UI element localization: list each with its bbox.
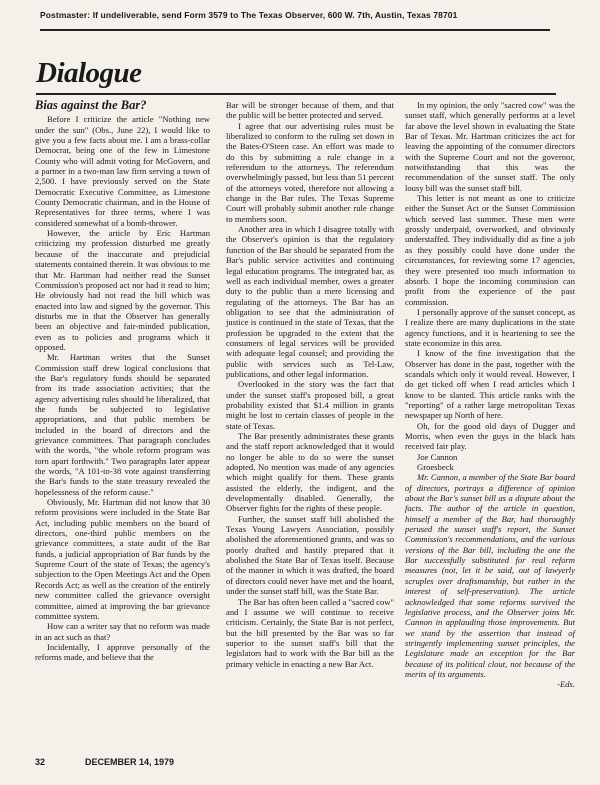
page-number: 32 xyxy=(35,757,46,767)
paragraph: In my opinion, the only "sacred cow" was the sunset staff, which generally performs at a level far above the level shown in evaluating the State Bar of Texas. Mr. Hartman criticizes the act for leaving the appointing of the consumer directors with the Supreme Court and not the governor, notwithstanding that this was the recommendation of the sunset staff. The only lousy bill was the sunset staff bill. xyxy=(405,100,575,193)
column-1 xyxy=(35,100,210,663)
letter-title: Bias against the Bar? xyxy=(35,98,147,112)
paragraph: Bar will be stronger because of them, and that the public will be better protected and served. xyxy=(226,100,394,121)
paragraph: The Bar presently administrates these grants and the staff report acknowledged that it would no longer be able to do so were the sunset adopted. No mention was made of any agencies which might qualify for them. These grants assisted the elderly, the indigent, and the developmentally disabled. Generally, the Observer fights for the rights of these people. xyxy=(226,431,394,514)
paragraph: Mr. Hartman writes that the Sunset Commission staff drew logical conclusions that the Bar's regulatory funds should be separated from its trade association activities; that the agency advertising rules should be liberalized, that the funds be subjected to legislative appropriations, and that public members be included in the board of directors and the grievance committees. That paragraph concludes with the words, "the whole reform program was torn apart forthwith." Two paragraphs later appear the words, "A 101-to-38 vote against transferring the Bar's funds to the state treasury revealed the hopelessness of the reform cause." xyxy=(35,352,210,497)
paragraph: Oh, for the good old days of Dugger and Morris, when even the guys in the black hats received fair play. xyxy=(405,420,575,452)
paragraph: I personally approve of the sunset concept, as I realize there are many duplications in the state agency functions, and it is heartening to see the state economize in this area. xyxy=(405,306,575,348)
postmaster-notice: Postmaster: If undeliverable, send Form 3579 to The Texas Observer, 600 W. 7th, Austin, Texas 78701 xyxy=(40,10,458,20)
paragraph: Obviously, Mr. Hartman did not know that 30 reform provisions were included in the State Bar Act, including public members on the board of directors, one-third public members on the grievance committees, a state audit of the Bar funds, a judicial appropriation of Bar funds by the Supreme Court of the state of Texas; the agency's subjection to the Open Meetings Act and the Open Records Act; as well as the creation of the entirely new committee called the grievance oversight committee, aimed at improving the bar grievance committee system. xyxy=(35,497,210,621)
editor-signature: -Eds. xyxy=(557,679,575,690)
paragraph: The Bar has often been called a "sacred cow" and I assume we will continue to receive criticism. Certainly, the State Bar is not perfect, but the bill presented by the Bar was so far superior to the sunset staff's bill that the legislators had to work with the Bar bill as the primary vehicle in enacting a new Bar Act. xyxy=(226,596,394,669)
paragraph: Incidentally, I approve personally of the reforms made, and believe that the xyxy=(35,641,210,663)
signature-place: Groesbeck xyxy=(417,462,454,473)
paragraph: However, the article by Eric Hartman criticizing my profession disturbed me greatly because of the inaccurate and prejudicial statements contained therein. It was obvious to me that Mr. Hartman had neither read the Sunset Commission's proposed act nor had it read to him; He obviously had not read the bill which was enacted into law and signed by the governor. This disturbs me in that the Observer has generally been an objective and fair-minded publication, even as to policies and programs which it opposed. xyxy=(35,228,210,352)
section-header: Dialogue xyxy=(36,57,142,89)
signature-name: Joe Cannon xyxy=(417,451,458,462)
paragraph: Further, the sunset staff bill abolished the Texas Young Lawyers Association, possibly abolished the aforementioned grants, and was so poorly drafted and hastily prepared that it abolished the State Bar of Texas itself. Because of the manner in which it was drafted, the board of directors could never have met and the board, under the sunset staff bill, was the State Bar. xyxy=(226,513,394,597)
paragraph: Overlooked in the story was the fact that under the sunset staff's proposed bill, a great probability existed that $1.4 million in grants might be lost to certain classes of people in the state of Texas. xyxy=(226,379,394,431)
paragraph: Before I criticize the article "Nothing new under the sun" (Obs., June 22), I would like to give you a few facts about me. I am a brass-collar Democrat, being one of the few in Limestone County who will admit voting for McGovern, and a partner in a two-man law firm serving a town of 2,500. I have previously served on the State Democratic Executive Committee, as Limestone County Democratic chairman, and in the House of Representatives for three terms, where I was considered somewhat of a bomb-thrower. xyxy=(35,114,210,228)
issue-date: DECEMBER 14, 1979 xyxy=(85,757,175,767)
header-rule xyxy=(36,93,556,95)
paragraph: This letter is not meant as one to criticize either the Sunset Act or the Sunset Commission which served last summer. These men were grossly underpaid, overworked, and obviously understaffed. They individually did as fine a job as they possibly could have done under the circumstances, for reviewing some 17 agencies, they were presented too much information to absorb. I hope the incoming commission can profit from the experience of the past commission. xyxy=(405,193,575,307)
paragraph: Another area in which I disagree totally with the Observer's opinion is that the regulatory function of the Bar should be separated from the Bar's public service activities and continuing legal education programs. The integrated bar, as well as each individual member, owes a greater duty to the public than a mere licensing and regulating of the attorneys. The Bar has an obligation to see that the administration of justice is continued in the state of Texas, that the profession be upgraded to the extent that the consumers of legal services will be provided with adequate legal counsel; and providing the public with services such as Tel-Law, publications, and other legal information. xyxy=(226,224,394,379)
column-2 xyxy=(226,100,394,669)
paragraph: How can a writer say that no reform was made in an act such as that? xyxy=(35,621,210,642)
paragraph: I agree that our advertising rules must be liberalized to conform to the ruling set down in the Bates-O'Steen case. An effort was made to do this by submitting a rule change in a referendum to the attorneys. The referendum overwhelmingly passed, but less than 51 percent of the attorneys voted, therefore not allowing a change in the Bar rules. The Texas Supreme Court will probably submit another rule change to members soon. xyxy=(226,120,394,224)
editor-note: Mr. Cannon, a member of the State Bar board of directors, portrays a difference of opinion about the Bar's sunset bill as a dispute about the facts. The author of the article in question, himself a member of the Bar, had thoroughly perused the sunset staff's report, the Sunset Commission's recommendations, and the various versions of the Bar bill, including the one the Bar successfully substituted for real reform measures (not, let it be said, out of lawyerly scruples over draftsmanship, but rather in the interest of self-preservation). The article acknowledged that some reforms survived the legislative process, and the Observer joins Mr. Cannon in applauding those improvements. But we stand by the assertion that instead of stringently implementing sunset principles, the Legislature made an exception for the Bar because of its political clout, not because of the merits of its arguments. xyxy=(405,472,575,679)
page-footer xyxy=(35,757,174,767)
top-rule xyxy=(40,29,550,31)
paragraph: I know of the fine investigation that the Observer has done in the past, together with the scandals which only it would reveal. However, I do get ticked off when I read articles which I know to be slanted. This article ranks with the "reporting" of a rather large metropolitan Texas newspaper up North of here. xyxy=(405,348,575,421)
column-3 xyxy=(405,100,575,690)
